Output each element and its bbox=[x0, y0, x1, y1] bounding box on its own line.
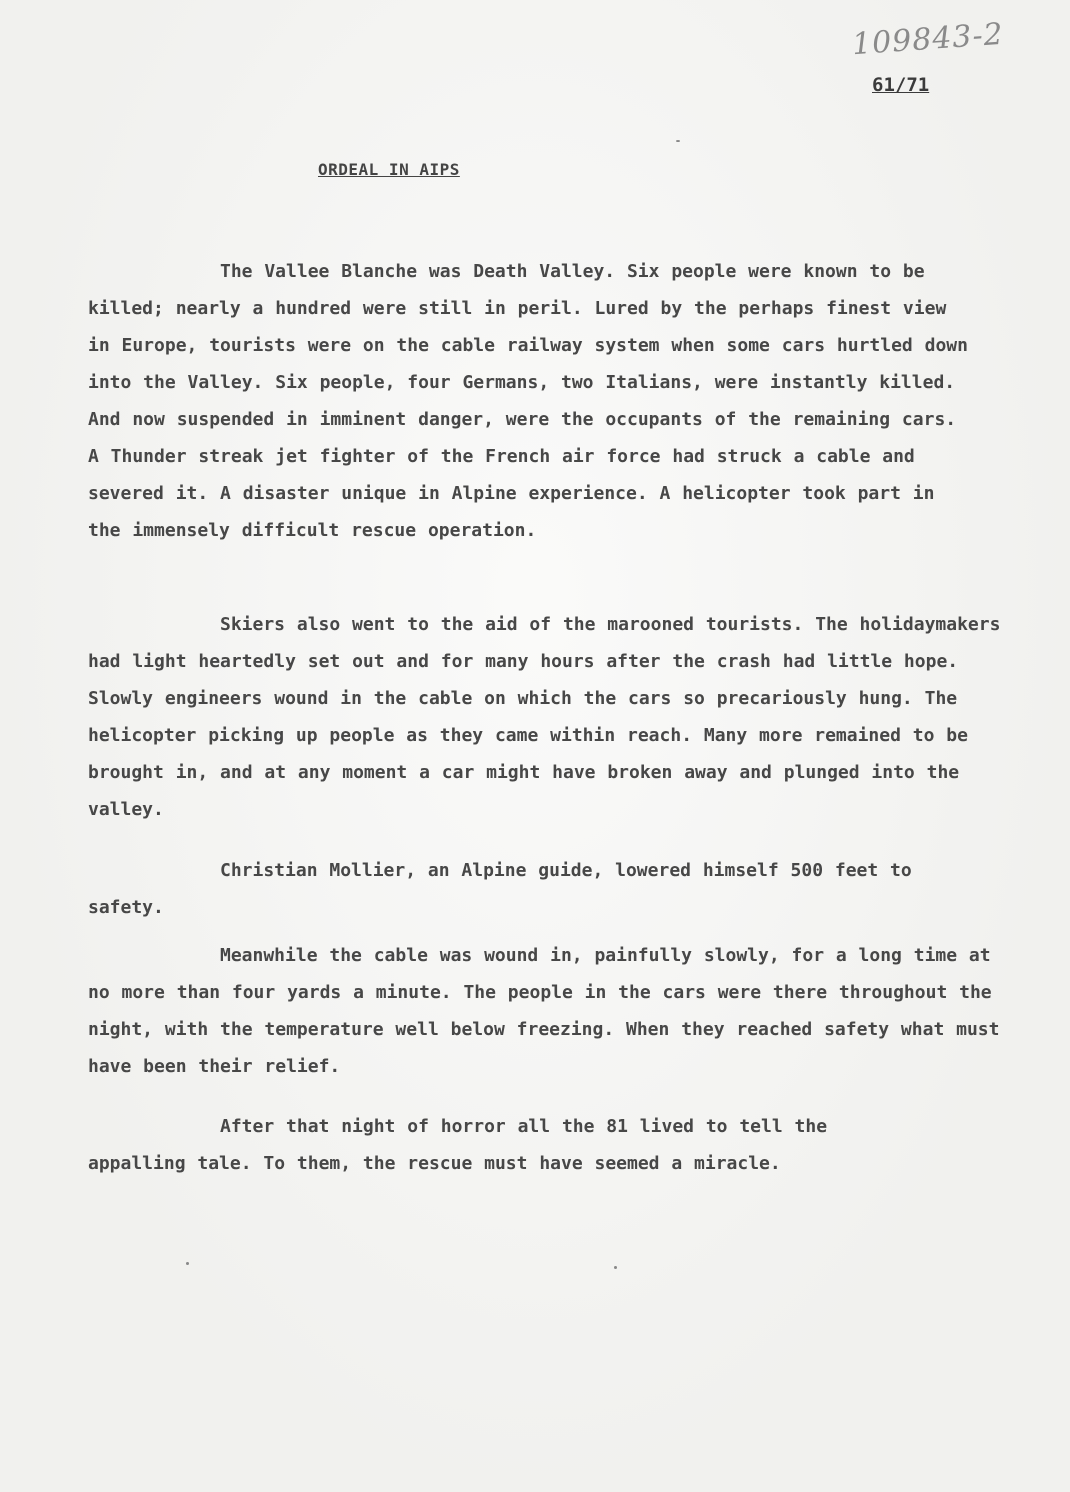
document-title: ORDEAL IN AIPS bbox=[318, 160, 460, 179]
paragraph-1: The Vallee Blanche was Death Valley. Six people were known to be killed; nearly a hundred were still in peril. Lured by the perhaps finest view in Europe, tourists were on the cable railway system when some cars hurtled down into the Valley. Six people, four Germans, two Italians, were instantly killed. And now suspended in imminent danger, were the occupants of the remaining cars. A Thunder streak jet fighter of the French air force had struck a cable and severed it. A disaster unique in Alpine experience. A helicopter took part in the immensely difficult rescue operation. bbox=[88, 261, 968, 541]
handwritten-archive-number: 109843-2 bbox=[850, 16, 1005, 63]
paragraph-5: After that night of horror all the 81 lived to tell the appalling tale. To them, the rescue must have seemed a miracle. bbox=[88, 1116, 828, 1174]
paragraph-2: Skiers also went to the aid of the marooned tourists. The holidaymakers had light heartedly set out and for many hours after the crash had little hope. Slowly engineers wound in the cable on which the cars so precariously hung. The helicopter picking up people as they came within reach. Many more remained to be brought in, and at any moment a car might have broken away and plunged into the valley. bbox=[88, 614, 1001, 820]
paper-speck bbox=[186, 1262, 189, 1265]
paper-speck bbox=[676, 140, 680, 142]
paragraph-3: Christian Mollier, an Alpine guide, lowered himself 500 feet to safety. bbox=[88, 860, 912, 918]
paper-speck bbox=[614, 1266, 617, 1269]
reference-number: 61/71 bbox=[872, 74, 930, 96]
paragraph-4: Meanwhile the cable was wound in, painfully slowly, for a long time at no more than four yards a minute. The people in the cars were there throughout the night, with the temperature well below freezing. When they reached safety what must have been their relief. bbox=[88, 945, 1000, 1077]
